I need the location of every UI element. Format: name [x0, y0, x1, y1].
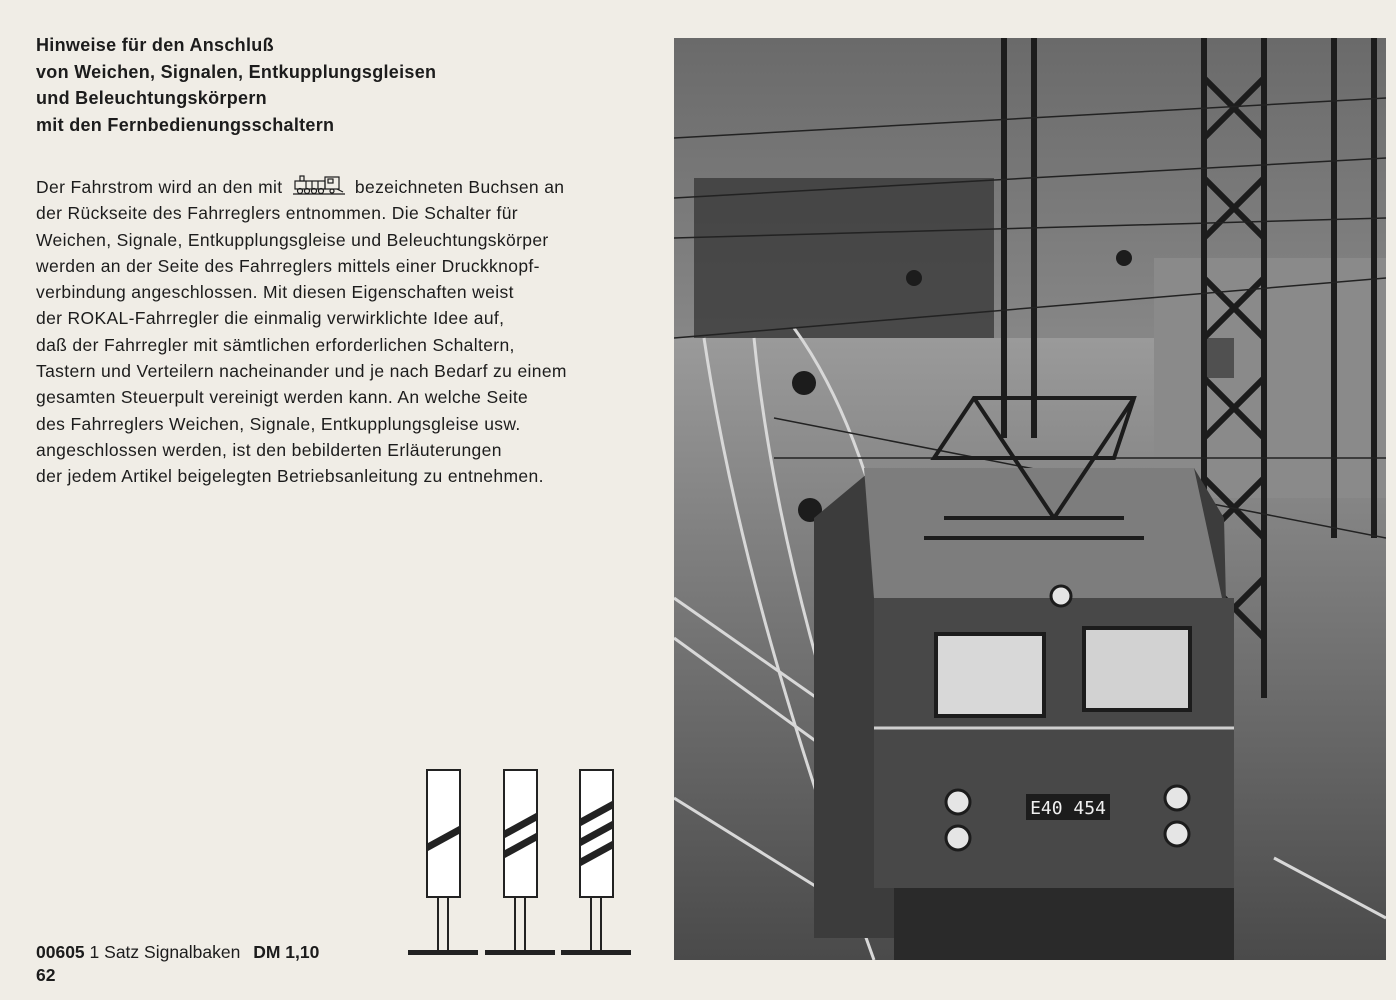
heading-line: und Beleuchtungskörpern — [36, 88, 267, 108]
product-description: 1 Satz Signalbaken — [89, 942, 241, 962]
body-line: verbindung angeschlossen. Mit diesen Eigenschaften weist — [36, 282, 514, 303]
locomotive-photo — [674, 38, 1386, 960]
body-line: der ROKAL-Fahrregler die einmalig verwirklichte Idee auf, — [36, 308, 505, 329]
page-number: 62 — [36, 965, 56, 985]
body-paragraph — [36, 174, 567, 490]
page-heading — [36, 32, 436, 138]
body-line: der Rückseite des Fahrreglers entnommen. Die Schalter für — [36, 203, 518, 224]
body-line: gesamten Steuerpult vereinigt werden kann. An welche Seite — [36, 387, 529, 408]
signal-beacons-illustration — [408, 768, 633, 963]
heading-line: Hinweise für den Anschluß — [36, 35, 274, 55]
signal-beacon-triple — [561, 770, 631, 955]
signal-beacon-single — [408, 770, 478, 955]
locomotive-icon — [292, 174, 346, 196]
body-line: Der Fahrstrom wird an den mit bezeichneten Buchsen an — [36, 174, 567, 200]
body-line: Tastern und Verteilern nacheinander und je nach Bedarf zu einem — [36, 361, 567, 382]
body-line: der jedem Artikel beigelegten Betriebsanleitung zu entnehmen. — [36, 466, 544, 487]
product-number: 00605 — [36, 942, 85, 962]
body-line: des Fahrreglers Weichen, Signale, Entkupplungsgleise usw. — [36, 413, 521, 434]
body-line: Weichen, Signale, Entkupplungsgleise und Beleuchtungskörper — [36, 229, 549, 250]
body-line: angeschlossen werden, ist den bebilderten Erläuterungen — [36, 439, 502, 460]
product-price: DM 1,10 — [253, 942, 320, 962]
signal-beacon-double — [485, 770, 555, 955]
heading-line: mit den Fernbedienungsschaltern — [36, 114, 335, 135]
product-caption — [36, 940, 319, 964]
locomotive-number-plate: E40 454 — [1030, 798, 1106, 819]
body-line: daß der Fahrregler mit sämtlichen erforderlichen Schaltern, — [36, 334, 515, 355]
body-line: werden an der Seite des Fahrreglers mittels einer Druckknopf- — [36, 255, 540, 276]
heading-line: von Weichen, Signalen, Entkupplungsgleisen — [36, 61, 437, 82]
